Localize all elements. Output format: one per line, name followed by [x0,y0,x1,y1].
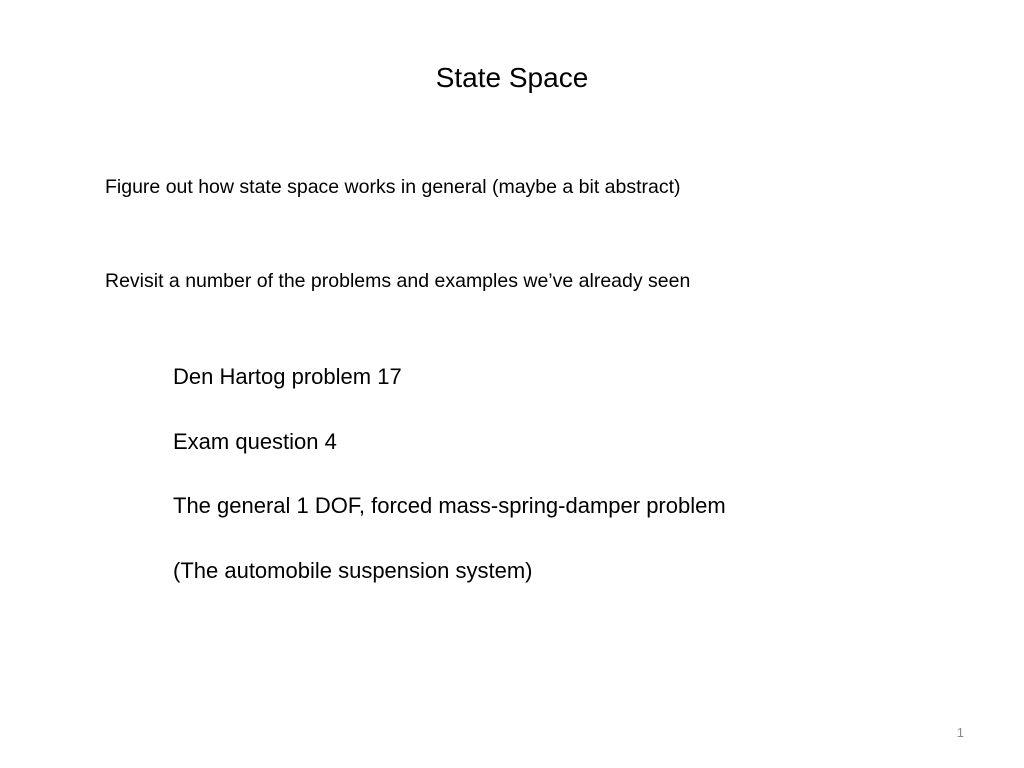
list-item: (The automobile suspension system) [173,557,533,583]
list-item: Den Hartog problem 17 [173,364,402,389]
sub-item-list [173,363,726,621]
page-number: 1 [956,725,964,740]
body-text-line: Figure out how state space works in general (maybe a bit abstract) [105,176,681,198]
slide-title: State Space [435,62,589,93]
list-item: Exam question 4 [173,428,337,454]
list-item: The general 1 DOF, forced mass-spring-damper problem [173,493,726,518]
body-text-line: Revisit a number of the problems and examples we’ve already seen [105,270,691,292]
